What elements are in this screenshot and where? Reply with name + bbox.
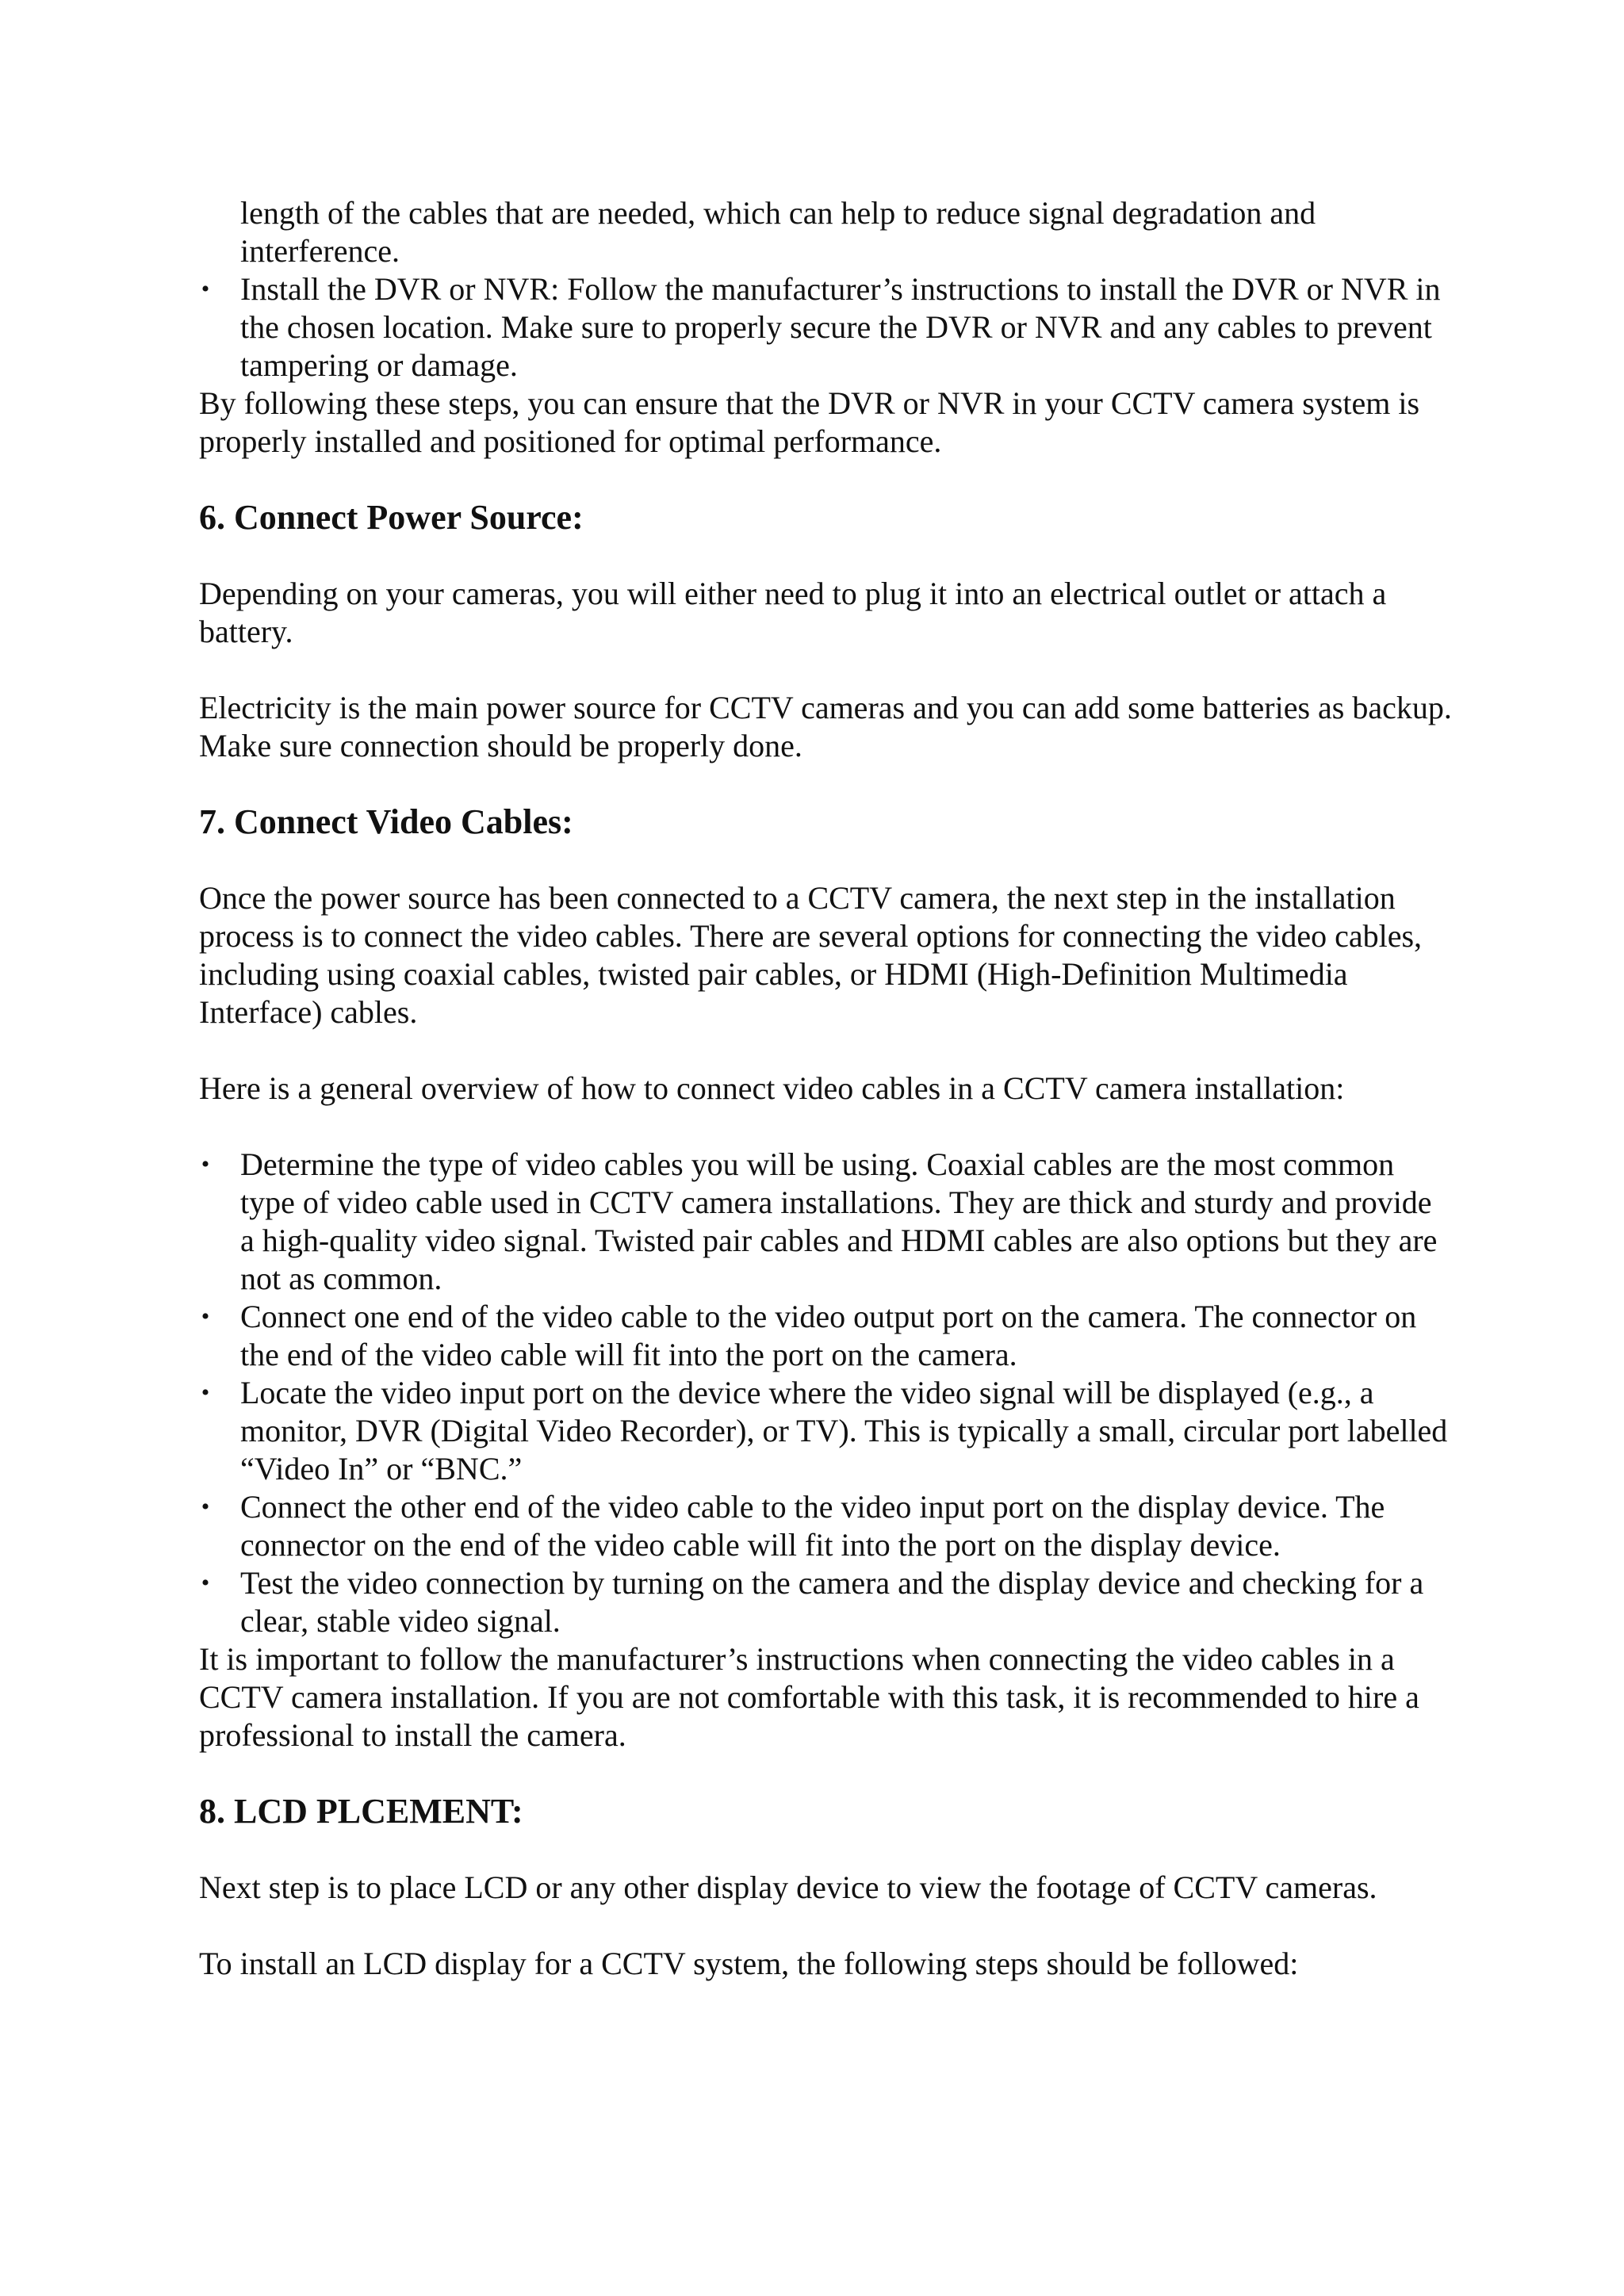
list-item-text: Connect the other end of the video cable to the video input port on the display device. The connector on the end of the video cable will fit into the port on the display device. (240, 1489, 1385, 1563)
intro-bullet-list (199, 270, 1452, 385)
section-6-heading: 6. Connect Power Source: (199, 498, 584, 537)
section-8-paragraph: Next step is to place LCD or any other display device to view the footage of CCTV cameras. (199, 1869, 1377, 1905)
list-item-text: Test the video connection by turning on the camera and the display device and checking for a clear, stable video signal. (240, 1565, 1424, 1639)
section-8-paragraph: To install an LCD display for a CCTV system, the following steps should be followed: (199, 1946, 1299, 1981)
list-item-text: Determine the type of video cables you will be using. Coaxial cables are the most common type of video cable used in CCTV camera installations. They are thick and sturdy and provide a high-quality video signal. Twisted pair cables and HDMI cables are also options but they are not as common. (240, 1146, 1438, 1296)
list-item (199, 1564, 1452, 1640)
list-item-text: Connect one end of the video cable to the video output port on the camera. The connector on the end of the video cable will fit into the port on the camera. (240, 1299, 1417, 1372)
section-6-paragraph: Depending on your cameras, you will either need to plug it into an electrical outlet or attach a battery. (199, 576, 1387, 649)
bullet-icon: • (201, 1494, 210, 1520)
list-item-text: Install the DVR or NVR: Follow the manufacturer’s instructions to install the DVR or NVR in the chosen location. Make sure to properly secure the DVR or NVR and any cables to prevent tampering or damage. (240, 271, 1441, 383)
list-item (199, 270, 1452, 385)
bullet-icon: • (201, 1380, 210, 1406)
section-8-heading: 8. LCD PLCEMENT: (199, 1792, 523, 1831)
intro-conclusion: By following these steps, you can ensure that the DVR or NVR in your CCTV camera system is properly installed and positioned for optimal performance. (199, 385, 1420, 459)
list-item (199, 1146, 1452, 1298)
bullet-icon: • (201, 1303, 210, 1330)
list-item-text: Locate the video input port on the device where the video signal will be displayed (e.g., a monitor, DVR (Digital Video Recorder), or TV). This is typically a small, circular port labelled “Video In” or “BNC.” (240, 1375, 1448, 1487)
section-7-paragraph: Once the power source has been connected to a CCTV camera, the next step in the installation process is to connect the video cables. There are several options for connecting the video cables, including using coaxial cables, twisted pair cables, or HDMI (High-Definition Multimedia Interface) cables. (199, 880, 1423, 1030)
section-7-bullet-list (199, 1146, 1452, 1640)
list-item (199, 1374, 1452, 1488)
section-7-conclusion: It is important to follow the manufacturer’s instructions when connecting the video cables in a CCTV camera installation. If you are not comfortable with this task, it is recommended to hire a professional to install the camera. (199, 1641, 1419, 1753)
bullet-icon: • (201, 276, 210, 302)
bullet-icon: • (201, 1151, 210, 1177)
continued-bullet-text: length of the cables that are needed, which can help to reduce signal degradation and interference. (240, 195, 1316, 269)
list-item (199, 1298, 1452, 1374)
section-7-heading: 7. Connect Video Cables: (199, 802, 573, 841)
section-7-paragraph: Here is a general overview of how to connect video cables in a CCTV camera installation: (199, 1070, 1345, 1106)
section-6-paragraph: Electricity is the main power source for CCTV cameras and you can add some batteries as backup. Make sure connection should be properly done. (199, 690, 1452, 763)
document-page (199, 194, 1452, 1983)
list-item (199, 1488, 1452, 1564)
bullet-icon: • (201, 1570, 210, 1596)
